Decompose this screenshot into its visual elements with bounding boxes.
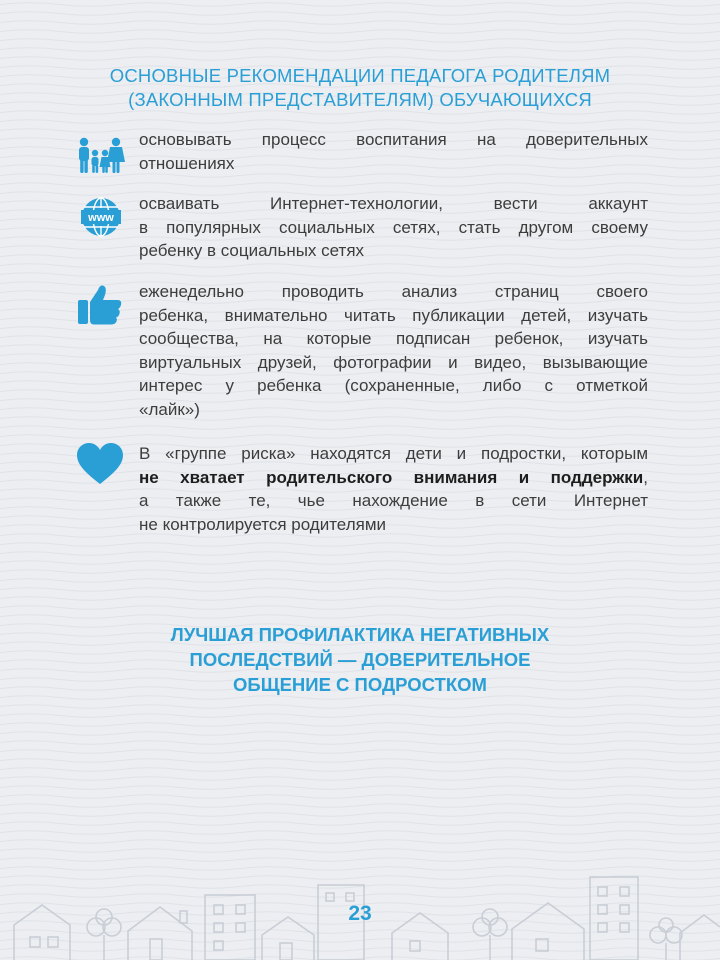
text-line: ребенку в социальных сетях [139,241,365,260]
text-line: не контролируется родителями [139,514,387,534]
heart-icon [76,442,126,492]
text-line: осваивать Интернет-технологии, вести аккаунт [139,194,648,213]
heading-line-2: (ЗАКОННЫМ ПРЕДСТАВИТЕЛЯМ) ОБУЧАЮЩИХСЯ [128,89,592,110]
closing-line-1: ЛУЧШАЯ ПРОФИЛАКТИКА НЕГАТИВНЫХ [170,624,550,645]
svg-text:www: www [88,212,114,224]
heading-line-1: ОСНОВНЫЕ РЕКОМЕНДАЦИИ ПЕДАГОГА РОДИТЕЛЯМ [109,65,611,86]
closing-line-3: ОБЩЕНИЕ С ПОДРОСТКОМ [233,674,487,695]
page-number: 23 [348,902,372,925]
recommendation-text [139,128,648,175]
text-line: в популярных социальных сетях, стать другом своему [139,217,648,237]
emphasis-text: не хватает родительского внимания и поддержки [139,467,644,487]
text-fragment: , [643,467,648,487]
text-line: интерес у ребенка (сохраненные, либо с отметкой [139,376,648,395]
recommendation-text [139,192,648,263]
recommendation-text [139,442,648,536]
text-line: а также те, чье нахождение в сети Интернет [139,491,648,510]
text-line [139,466,648,490]
text-line: отношениях [139,153,235,173]
text-line: «лайк») [139,399,200,419]
closing-line-2: ПОСЛЕДСТВИЙ — ДОВЕРИТЕЛЬНОЕ [189,649,531,670]
thumbs-up-icon [76,282,126,332]
text-line: ребенка, внимательно читать публикации детей, изучать [139,305,648,325]
page-heading [60,64,660,112]
closing-statement [110,622,610,697]
text-line: сообщества, на которые подписан ребенок, изучать [139,329,648,348]
text-line: еженедельно проводить анализ страниц своего [139,282,648,301]
family-icon [76,136,126,186]
text-line: виртуальных друзей, фотографии и видео, вызывающие [139,352,648,372]
recommendation-text [139,280,648,421]
text-line: основывать процесс воспитания на доверительных [139,130,648,149]
text-line: В «группе риска» находятся дети и подростки, которым [139,444,648,463]
www-globe-icon [80,196,130,246]
